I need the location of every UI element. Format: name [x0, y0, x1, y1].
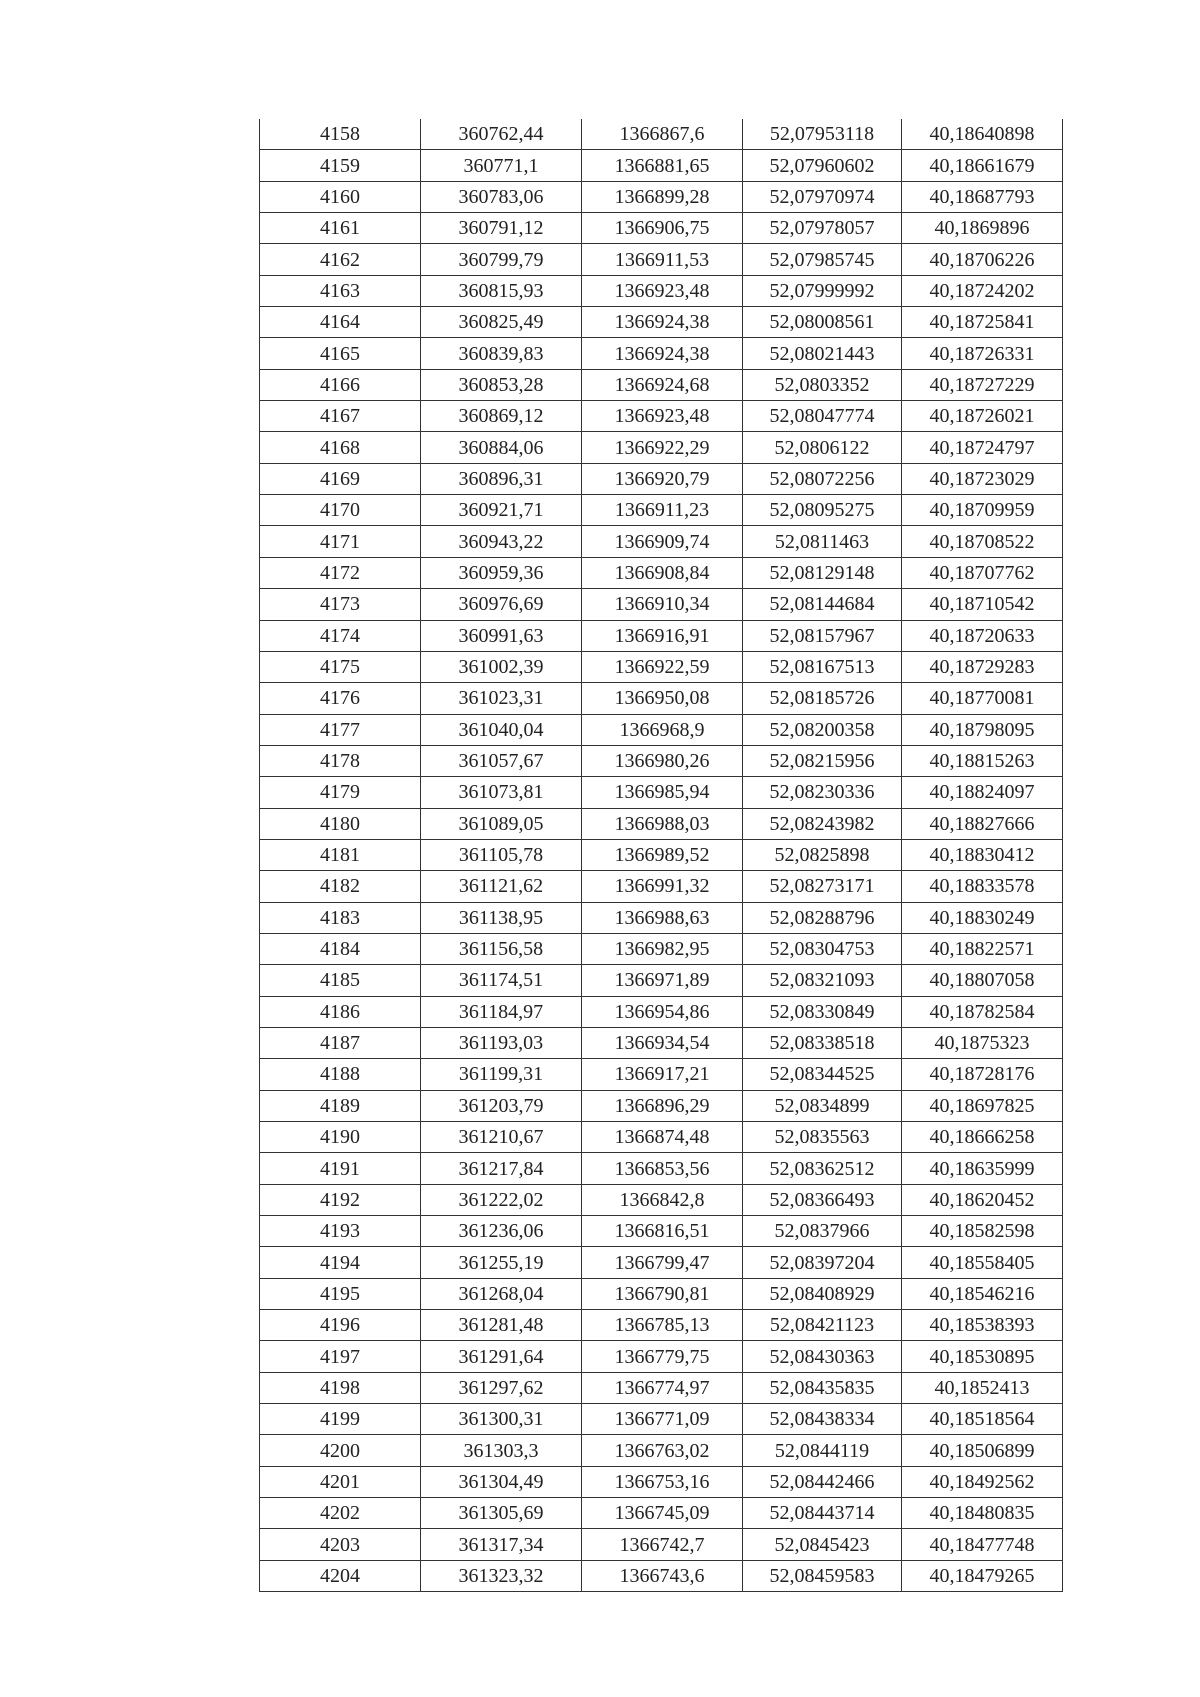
- point-number-cell: 4185: [260, 965, 421, 996]
- y-coordinate-cell: 1366799,47: [582, 1247, 743, 1278]
- table-row: [260, 589, 1063, 620]
- table-row: [260, 150, 1063, 181]
- x-coordinate-cell: 361089,05: [421, 808, 582, 839]
- latitude-cell: 52,08167513: [743, 651, 902, 682]
- latitude-cell: 52,07960602: [743, 150, 902, 181]
- longitude-cell: 40,1852413: [902, 1372, 1063, 1403]
- y-coordinate-cell: 1366785,13: [582, 1310, 743, 1341]
- longitude-cell: 40,18687793: [902, 181, 1063, 212]
- latitude-cell: 52,08273171: [743, 871, 902, 902]
- longitude-cell: 40,18723029: [902, 463, 1063, 494]
- y-coordinate-cell: 1366910,34: [582, 589, 743, 620]
- y-coordinate-cell: 1366911,53: [582, 244, 743, 275]
- latitude-cell: 52,0845423: [743, 1529, 902, 1560]
- longitude-cell: 40,18706226: [902, 244, 1063, 275]
- y-coordinate-cell: 1366954,86: [582, 996, 743, 1027]
- longitude-cell: 40,18477748: [902, 1529, 1063, 1560]
- point-number-cell: 4179: [260, 777, 421, 808]
- y-coordinate-cell: 1366988,03: [582, 808, 743, 839]
- table-row: [260, 119, 1063, 150]
- x-coordinate-cell: 361255,19: [421, 1247, 582, 1278]
- latitude-cell: 52,08144684: [743, 589, 902, 620]
- latitude-cell: 52,07970974: [743, 181, 902, 212]
- latitude-cell: 52,08243982: [743, 808, 902, 839]
- latitude-cell: 52,08288796: [743, 902, 902, 933]
- latitude-cell: 52,07999992: [743, 275, 902, 306]
- longitude-cell: 40,18770081: [902, 683, 1063, 714]
- y-coordinate-cell: 1366763,02: [582, 1435, 743, 1466]
- longitude-cell: 40,18518564: [902, 1404, 1063, 1435]
- latitude-cell: 52,07978057: [743, 213, 902, 244]
- longitude-cell: 40,18830412: [902, 839, 1063, 870]
- longitude-cell: 40,18479265: [902, 1560, 1063, 1591]
- table-row: [260, 683, 1063, 714]
- longitude-cell: 40,18782584: [902, 996, 1063, 1027]
- longitude-cell: 40,18480835: [902, 1498, 1063, 1529]
- y-coordinate-cell: 1366790,81: [582, 1278, 743, 1309]
- latitude-cell: 52,0803352: [743, 369, 902, 400]
- table-row: [260, 1466, 1063, 1497]
- x-coordinate-cell: 361297,62: [421, 1372, 582, 1403]
- x-coordinate-cell: 360825,49: [421, 307, 582, 338]
- x-coordinate-cell: 360976,69: [421, 589, 582, 620]
- latitude-cell: 52,08435835: [743, 1372, 902, 1403]
- point-number-cell: 4202: [260, 1498, 421, 1529]
- table-row: [260, 714, 1063, 745]
- table-row: [260, 1216, 1063, 1247]
- table-row: [260, 213, 1063, 244]
- latitude-cell: 52,08362512: [743, 1153, 902, 1184]
- table-row: [260, 745, 1063, 776]
- coordinates-table-body: [260, 119, 1063, 1592]
- y-coordinate-cell: 1366988,63: [582, 902, 743, 933]
- point-number-cell: 4189: [260, 1090, 421, 1121]
- longitude-cell: 40,18666258: [902, 1122, 1063, 1153]
- y-coordinate-cell: 1366753,16: [582, 1466, 743, 1497]
- table-row: [260, 1122, 1063, 1153]
- latitude-cell: 52,08304753: [743, 933, 902, 964]
- table-row: [260, 1184, 1063, 1215]
- latitude-cell: 52,0806122: [743, 432, 902, 463]
- table-row: [260, 777, 1063, 808]
- longitude-cell: 40,1869896: [902, 213, 1063, 244]
- longitude-cell: 40,18707762: [902, 557, 1063, 588]
- longitude-cell: 40,18538393: [902, 1310, 1063, 1341]
- x-coordinate-cell: 361268,04: [421, 1278, 582, 1309]
- y-coordinate-cell: 1366842,8: [582, 1184, 743, 1215]
- table-row: [260, 1498, 1063, 1529]
- latitude-cell: 52,0834899: [743, 1090, 902, 1121]
- x-coordinate-cell: 361174,51: [421, 965, 582, 996]
- point-number-cell: 4177: [260, 714, 421, 745]
- table-row: [260, 1529, 1063, 1560]
- point-number-cell: 4168: [260, 432, 421, 463]
- longitude-cell: 40,18697825: [902, 1090, 1063, 1121]
- longitude-cell: 40,18530895: [902, 1341, 1063, 1372]
- point-number-cell: 4178: [260, 745, 421, 776]
- point-number-cell: 4198: [260, 1372, 421, 1403]
- point-number-cell: 4172: [260, 557, 421, 588]
- y-coordinate-cell: 1366816,51: [582, 1216, 743, 1247]
- point-number-cell: 4167: [260, 401, 421, 432]
- table-row: [260, 244, 1063, 275]
- point-number-cell: 4204: [260, 1560, 421, 1591]
- x-coordinate-cell: 360783,06: [421, 181, 582, 212]
- longitude-cell: 40,18558405: [902, 1247, 1063, 1278]
- point-number-cell: 4162: [260, 244, 421, 275]
- x-coordinate-cell: 360771,1: [421, 150, 582, 181]
- latitude-cell: 52,08129148: [743, 557, 902, 588]
- table-row: [260, 651, 1063, 682]
- table-row: [260, 1247, 1063, 1278]
- latitude-cell: 52,08095275: [743, 495, 902, 526]
- point-number-cell: 4170: [260, 495, 421, 526]
- table-row: [260, 902, 1063, 933]
- longitude-cell: 40,18724797: [902, 432, 1063, 463]
- y-coordinate-cell: 1366909,74: [582, 526, 743, 557]
- table-row: [260, 1310, 1063, 1341]
- latitude-cell: 52,08397204: [743, 1247, 902, 1278]
- table-row: [260, 965, 1063, 996]
- point-number-cell: 4194: [260, 1247, 421, 1278]
- longitude-cell: 40,18798095: [902, 714, 1063, 745]
- latitude-cell: 52,08021443: [743, 338, 902, 369]
- latitude-cell: 52,0837966: [743, 1216, 902, 1247]
- point-number-cell: 4164: [260, 307, 421, 338]
- x-coordinate-cell: 361222,02: [421, 1184, 582, 1215]
- x-coordinate-cell: 361121,62: [421, 871, 582, 902]
- table-row: [260, 1372, 1063, 1403]
- point-number-cell: 4201: [260, 1466, 421, 1497]
- longitude-cell: 40,18728176: [902, 1059, 1063, 1090]
- point-number-cell: 4196: [260, 1310, 421, 1341]
- longitude-cell: 40,18807058: [902, 965, 1063, 996]
- point-number-cell: 4173: [260, 589, 421, 620]
- x-coordinate-cell: 361210,67: [421, 1122, 582, 1153]
- longitude-cell: 40,18726021: [902, 401, 1063, 432]
- latitude-cell: 52,08338518: [743, 1027, 902, 1058]
- x-coordinate-cell: 360869,12: [421, 401, 582, 432]
- longitude-cell: 40,18720633: [902, 620, 1063, 651]
- y-coordinate-cell: 1366742,7: [582, 1529, 743, 1560]
- latitude-cell: 52,08157967: [743, 620, 902, 651]
- y-coordinate-cell: 1366906,75: [582, 213, 743, 244]
- table-row: [260, 1278, 1063, 1309]
- table-row: [260, 307, 1063, 338]
- y-coordinate-cell: 1366771,09: [582, 1404, 743, 1435]
- table-row: [260, 369, 1063, 400]
- latitude-cell: 52,08408929: [743, 1278, 902, 1309]
- y-coordinate-cell: 1366924,68: [582, 369, 743, 400]
- x-coordinate-cell: 361317,34: [421, 1529, 582, 1560]
- x-coordinate-cell: 361281,48: [421, 1310, 582, 1341]
- y-coordinate-cell: 1366922,59: [582, 651, 743, 682]
- table-row: [260, 557, 1063, 588]
- y-coordinate-cell: 1366779,75: [582, 1341, 743, 1372]
- x-coordinate-cell: 360799,79: [421, 244, 582, 275]
- y-coordinate-cell: 1366920,79: [582, 463, 743, 494]
- latitude-cell: 52,0835563: [743, 1122, 902, 1153]
- x-coordinate-cell: 361023,31: [421, 683, 582, 714]
- x-coordinate-cell: 361040,04: [421, 714, 582, 745]
- x-coordinate-cell: 361184,97: [421, 996, 582, 1027]
- y-coordinate-cell: 1366911,23: [582, 495, 743, 526]
- longitude-cell: 40,18620452: [902, 1184, 1063, 1215]
- latitude-cell: 52,08430363: [743, 1341, 902, 1372]
- x-coordinate-cell: 361199,31: [421, 1059, 582, 1090]
- table-row: [260, 808, 1063, 839]
- point-number-cell: 4186: [260, 996, 421, 1027]
- point-number-cell: 4159: [260, 150, 421, 181]
- point-number-cell: 4163: [260, 275, 421, 306]
- point-number-cell: 4195: [260, 1278, 421, 1309]
- point-number-cell: 4171: [260, 526, 421, 557]
- x-coordinate-cell: 361138,95: [421, 902, 582, 933]
- point-number-cell: 4200: [260, 1435, 421, 1466]
- y-coordinate-cell: 1366908,84: [582, 557, 743, 588]
- table-row: [260, 1153, 1063, 1184]
- point-number-cell: 4169: [260, 463, 421, 494]
- y-coordinate-cell: 1366924,38: [582, 307, 743, 338]
- y-coordinate-cell: 1366922,29: [582, 432, 743, 463]
- table-row: [260, 933, 1063, 964]
- y-coordinate-cell: 1366874,48: [582, 1122, 743, 1153]
- table-row: [260, 275, 1063, 306]
- latitude-cell: 52,08215956: [743, 745, 902, 776]
- x-coordinate-cell: 361073,81: [421, 777, 582, 808]
- table-row: [260, 432, 1063, 463]
- x-coordinate-cell: 361323,32: [421, 1560, 582, 1591]
- point-number-cell: 4158: [260, 119, 421, 150]
- point-number-cell: 4188: [260, 1059, 421, 1090]
- latitude-cell: 52,08443714: [743, 1498, 902, 1529]
- table-row: [260, 1560, 1063, 1591]
- y-coordinate-cell: 1366971,89: [582, 965, 743, 996]
- y-coordinate-cell: 1366923,48: [582, 275, 743, 306]
- latitude-cell: 52,08008561: [743, 307, 902, 338]
- point-number-cell: 4176: [260, 683, 421, 714]
- point-number-cell: 4187: [260, 1027, 421, 1058]
- table-row: [260, 338, 1063, 369]
- longitude-cell: 40,18506899: [902, 1435, 1063, 1466]
- latitude-cell: 52,0825898: [743, 839, 902, 870]
- x-coordinate-cell: 360791,12: [421, 213, 582, 244]
- longitude-cell: 40,18661679: [902, 150, 1063, 181]
- latitude-cell: 52,0844119: [743, 1435, 902, 1466]
- latitude-cell: 52,08438334: [743, 1404, 902, 1435]
- x-coordinate-cell: 361300,31: [421, 1404, 582, 1435]
- table-row: [260, 526, 1063, 557]
- table-row: [260, 1404, 1063, 1435]
- x-coordinate-cell: 361002,39: [421, 651, 582, 682]
- point-number-cell: 4165: [260, 338, 421, 369]
- point-number-cell: 4184: [260, 933, 421, 964]
- x-coordinate-cell: 360762,44: [421, 119, 582, 150]
- point-number-cell: 4161: [260, 213, 421, 244]
- point-number-cell: 4181: [260, 839, 421, 870]
- x-coordinate-cell: 361193,03: [421, 1027, 582, 1058]
- longitude-cell: 40,18492562: [902, 1466, 1063, 1497]
- latitude-cell: 52,08185726: [743, 683, 902, 714]
- point-number-cell: 4193: [260, 1216, 421, 1247]
- x-coordinate-cell: 361105,78: [421, 839, 582, 870]
- x-coordinate-cell: 361236,06: [421, 1216, 582, 1247]
- latitude-cell: 52,08442466: [743, 1466, 902, 1497]
- longitude-cell: 40,18635999: [902, 1153, 1063, 1184]
- y-coordinate-cell: 1366982,95: [582, 933, 743, 964]
- x-coordinate-cell: 360991,63: [421, 620, 582, 651]
- x-coordinate-cell: 360943,22: [421, 526, 582, 557]
- x-coordinate-cell: 360815,93: [421, 275, 582, 306]
- latitude-cell: 52,08072256: [743, 463, 902, 494]
- y-coordinate-cell: 1366881,65: [582, 150, 743, 181]
- longitude-cell: 40,18640898: [902, 119, 1063, 150]
- point-number-cell: 4160: [260, 181, 421, 212]
- point-number-cell: 4183: [260, 902, 421, 933]
- longitude-cell: 40,18726331: [902, 338, 1063, 369]
- point-number-cell: 4166: [260, 369, 421, 400]
- longitude-cell: 40,18729283: [902, 651, 1063, 682]
- longitude-cell: 40,18724202: [902, 275, 1063, 306]
- point-number-cell: 4174: [260, 620, 421, 651]
- y-coordinate-cell: 1366917,21: [582, 1059, 743, 1090]
- y-coordinate-cell: 1366985,94: [582, 777, 743, 808]
- x-coordinate-cell: 360884,06: [421, 432, 582, 463]
- x-coordinate-cell: 360839,83: [421, 338, 582, 369]
- longitude-cell: 40,18582598: [902, 1216, 1063, 1247]
- longitude-cell: 40,18727229: [902, 369, 1063, 400]
- coordinates-table: [259, 119, 1063, 1592]
- table-row: [260, 463, 1063, 494]
- latitude-cell: 52,08321093: [743, 965, 902, 996]
- latitude-cell: 52,08366493: [743, 1184, 902, 1215]
- x-coordinate-cell: 361303,3: [421, 1435, 582, 1466]
- y-coordinate-cell: 1366934,54: [582, 1027, 743, 1058]
- table-row: [260, 1027, 1063, 1058]
- x-coordinate-cell: 361156,58: [421, 933, 582, 964]
- table-row: [260, 1341, 1063, 1372]
- longitude-cell: 40,18815263: [902, 745, 1063, 776]
- longitude-cell: 40,18709959: [902, 495, 1063, 526]
- x-coordinate-cell: 361203,79: [421, 1090, 582, 1121]
- table-row: [260, 839, 1063, 870]
- latitude-cell: 52,08330849: [743, 996, 902, 1027]
- point-number-cell: 4190: [260, 1122, 421, 1153]
- y-coordinate-cell: 1366896,29: [582, 1090, 743, 1121]
- longitude-cell: 40,18833578: [902, 871, 1063, 902]
- latitude-cell: 52,08344525: [743, 1059, 902, 1090]
- y-coordinate-cell: 1366989,52: [582, 839, 743, 870]
- longitude-cell: 40,1875323: [902, 1027, 1063, 1058]
- x-coordinate-cell: 360896,31: [421, 463, 582, 494]
- longitude-cell: 40,18725841: [902, 307, 1063, 338]
- y-coordinate-cell: 1366867,6: [582, 119, 743, 150]
- y-coordinate-cell: 1366774,97: [582, 1372, 743, 1403]
- latitude-cell: 52,08200358: [743, 714, 902, 745]
- x-coordinate-cell: 361305,69: [421, 1498, 582, 1529]
- latitude-cell: 52,07985745: [743, 244, 902, 275]
- y-coordinate-cell: 1366853,56: [582, 1153, 743, 1184]
- x-coordinate-cell: 361304,49: [421, 1466, 582, 1497]
- x-coordinate-cell: 360853,28: [421, 369, 582, 400]
- latitude-cell: 52,07953118: [743, 119, 902, 150]
- point-number-cell: 4192: [260, 1184, 421, 1215]
- table-row: [260, 996, 1063, 1027]
- latitude-cell: 52,0811463: [743, 526, 902, 557]
- point-number-cell: 4175: [260, 651, 421, 682]
- point-number-cell: 4197: [260, 1341, 421, 1372]
- table-row: [260, 871, 1063, 902]
- latitude-cell: 52,08230336: [743, 777, 902, 808]
- x-coordinate-cell: 361217,84: [421, 1153, 582, 1184]
- latitude-cell: 52,08421123: [743, 1310, 902, 1341]
- longitude-cell: 40,18710542: [902, 589, 1063, 620]
- point-number-cell: 4199: [260, 1404, 421, 1435]
- latitude-cell: 52,08459583: [743, 1560, 902, 1591]
- table-row: [260, 1059, 1063, 1090]
- latitude-cell: 52,08047774: [743, 401, 902, 432]
- table-row: [260, 620, 1063, 651]
- point-number-cell: 4203: [260, 1529, 421, 1560]
- point-number-cell: 4182: [260, 871, 421, 902]
- y-coordinate-cell: 1366924,38: [582, 338, 743, 369]
- longitude-cell: 40,18822571: [902, 933, 1063, 964]
- table-row: [260, 1090, 1063, 1121]
- longitude-cell: 40,18546216: [902, 1278, 1063, 1309]
- y-coordinate-cell: 1366743,6: [582, 1560, 743, 1591]
- y-coordinate-cell: 1366991,32: [582, 871, 743, 902]
- longitude-cell: 40,18827666: [902, 808, 1063, 839]
- y-coordinate-cell: 1366745,09: [582, 1498, 743, 1529]
- table-row: [260, 181, 1063, 212]
- longitude-cell: 40,18824097: [902, 777, 1063, 808]
- y-coordinate-cell: 1366916,91: [582, 620, 743, 651]
- table-row: [260, 1435, 1063, 1466]
- y-coordinate-cell: 1366923,48: [582, 401, 743, 432]
- y-coordinate-cell: 1366968,9: [582, 714, 743, 745]
- table-row: [260, 495, 1063, 526]
- point-number-cell: 4180: [260, 808, 421, 839]
- y-coordinate-cell: 1366899,28: [582, 181, 743, 212]
- y-coordinate-cell: 1366950,08: [582, 683, 743, 714]
- table-row: [260, 401, 1063, 432]
- x-coordinate-cell: 361057,67: [421, 745, 582, 776]
- x-coordinate-cell: 360921,71: [421, 495, 582, 526]
- x-coordinate-cell: 360959,36: [421, 557, 582, 588]
- point-number-cell: 4191: [260, 1153, 421, 1184]
- x-coordinate-cell: 361291,64: [421, 1341, 582, 1372]
- y-coordinate-cell: 1366980,26: [582, 745, 743, 776]
- longitude-cell: 40,18708522: [902, 526, 1063, 557]
- longitude-cell: 40,18830249: [902, 902, 1063, 933]
